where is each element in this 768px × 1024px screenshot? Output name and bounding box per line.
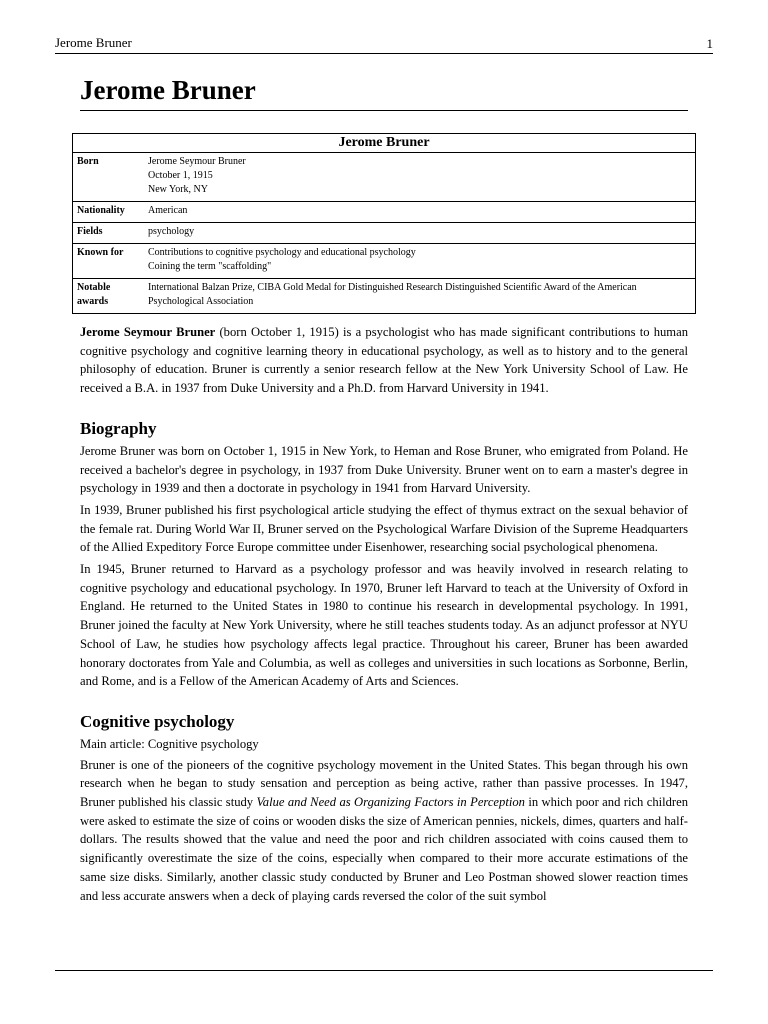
- cognitive-text-before: Bruner is one of the pioneers of the cognitive psychology movement in the United States. This began through his own research when he began to study sensation and perception as being active, rather than passive processes. In 1947, Bruner published his classic study: [80, 757, 688, 810]
- infobox-label: Notable awards: [73, 279, 145, 314]
- born-place: New York, NY: [148, 184, 209, 195]
- infobox-label: Fields: [73, 223, 145, 244]
- nationality-value: American: [148, 205, 188, 216]
- known-for-line: Contributions to cognitive psychology and educational psychology: [148, 247, 416, 258]
- intro-text: (born October 1, 1915) is a psychologist who has made significant contributions to human cognitive psychology and cognitive learning theory in educational psychology, as well as to history and to the general philosophy of education. Bruner is currently a senior research fellow at the New York University School of Law. He received a B.A. in 1937 from Duke University and a Ph.D. from Harvard University in 1941.: [80, 325, 688, 396]
- cognitive-paragraph: [80, 756, 688, 906]
- infobox-value: [144, 153, 696, 202]
- page-number: 1: [706, 36, 713, 51]
- biography-paragraph: In 1939, Bruner published his first psychological article studying the effect of thymus extract on the sexual behavior of the female rat. During World War II, Bruner served on the Psychological Warfare Division of the Supreme Headquarters of the Allied Expeditory Force Europe committee under Eisenhower, researching social psychological phenomena.: [80, 502, 688, 555]
- running-header-title: Jerome Bruner: [55, 35, 132, 50]
- infobox-label: Known for: [73, 244, 145, 279]
- known-for-line: Coining the term "scaffolding": [148, 261, 272, 272]
- study-title: Value and Need as Organizing Factors in Perception: [256, 795, 525, 810]
- intro-bold-name: Jerome Seymour Bruner: [80, 325, 216, 339]
- infobox-row: [73, 202, 696, 223]
- infobox-caption: Jerome Bruner: [73, 134, 696, 153]
- infobox: [72, 133, 696, 314]
- section-heading-biography: Biography: [80, 418, 157, 438]
- infobox-value: [144, 223, 696, 244]
- article-body: [77, 72, 688, 905]
- main-article-note: Main article: Cognitive psychology: [80, 736, 259, 751]
- infobox-label: Born: [73, 153, 145, 202]
- infobox-row: [73, 244, 696, 279]
- born-date: October 1, 1915: [148, 170, 213, 181]
- intro-paragraph: [80, 323, 688, 398]
- awards-value: International Balzan Prize, CIBA Gold Medal for Distinguished Research Distinguished Scientific Award of the American Psychological Association: [148, 282, 637, 307]
- infobox-label: Nationality: [73, 202, 145, 223]
- infobox-row: [73, 279, 696, 314]
- footer-rule: [55, 970, 713, 971]
- infobox-row: [73, 223, 696, 244]
- fields-value: psychology: [148, 226, 195, 237]
- biography-paragraph: In 1945, Bruner returned to Harvard as a psychology professor and was heavily involved in research relating to cognitive psychology and educational psychology. In 1970, Bruner left Harvard to teach at the University of Oxford in England. He returned to the United States in 1980 to continue his research in developmental psychology. In 1991, Bruner joined the faculty at New York University, where he still teaches students today. As an adjunct professor at NYU School of Law, he studies how psychology affects legal practice. Throughout his career, Bruner has been awarded honorary doctorates from Yale and Columbia, as well as colleges and universities in such locations as Sorbonne, Berlin, and Rome, and is a Fellow of the American Academy of Arts and Sciences.: [80, 562, 688, 689]
- infobox-value: [144, 279, 696, 314]
- infobox-row: [73, 153, 696, 202]
- page-title: Jerome Bruner: [80, 72, 688, 111]
- infobox-value: [144, 202, 696, 223]
- cognitive-text-after: in which poor and rich children were asked to estimate the size of coins or wooden disks the size of American pennies, nickels, dimes, quarters and half-dollars. The results showed that the value and need the poor and rich children associated with coins caused them to significantly overestimate the size of the coins, especially when compared to their more accurate estimations of the same size disks. Similarly, another classic study conducted by Bruner and Leo Postman showed slower reaction times and less accurate answers when a deck of playing cards reversed the color of the suit symbol: [80, 795, 688, 903]
- infobox-value: [144, 244, 696, 279]
- biography-paragraph: Jerome Bruner was born on October 1, 1915 in New York, to Heman and Rose Bruner, who emigrated from Poland. He received a bachelor's degree in psychology, in 1937 from Duke University. Bruner went on to earn a master's degree in psychology in 1939 and then a doctorate in psychology in 1941 from Harvard University.: [80, 443, 688, 496]
- running-header: [55, 36, 713, 54]
- section-heading-cognitive-psychology: Cognitive psychology: [80, 711, 235, 731]
- born-name: Jerome Seymour Bruner: [148, 156, 246, 167]
